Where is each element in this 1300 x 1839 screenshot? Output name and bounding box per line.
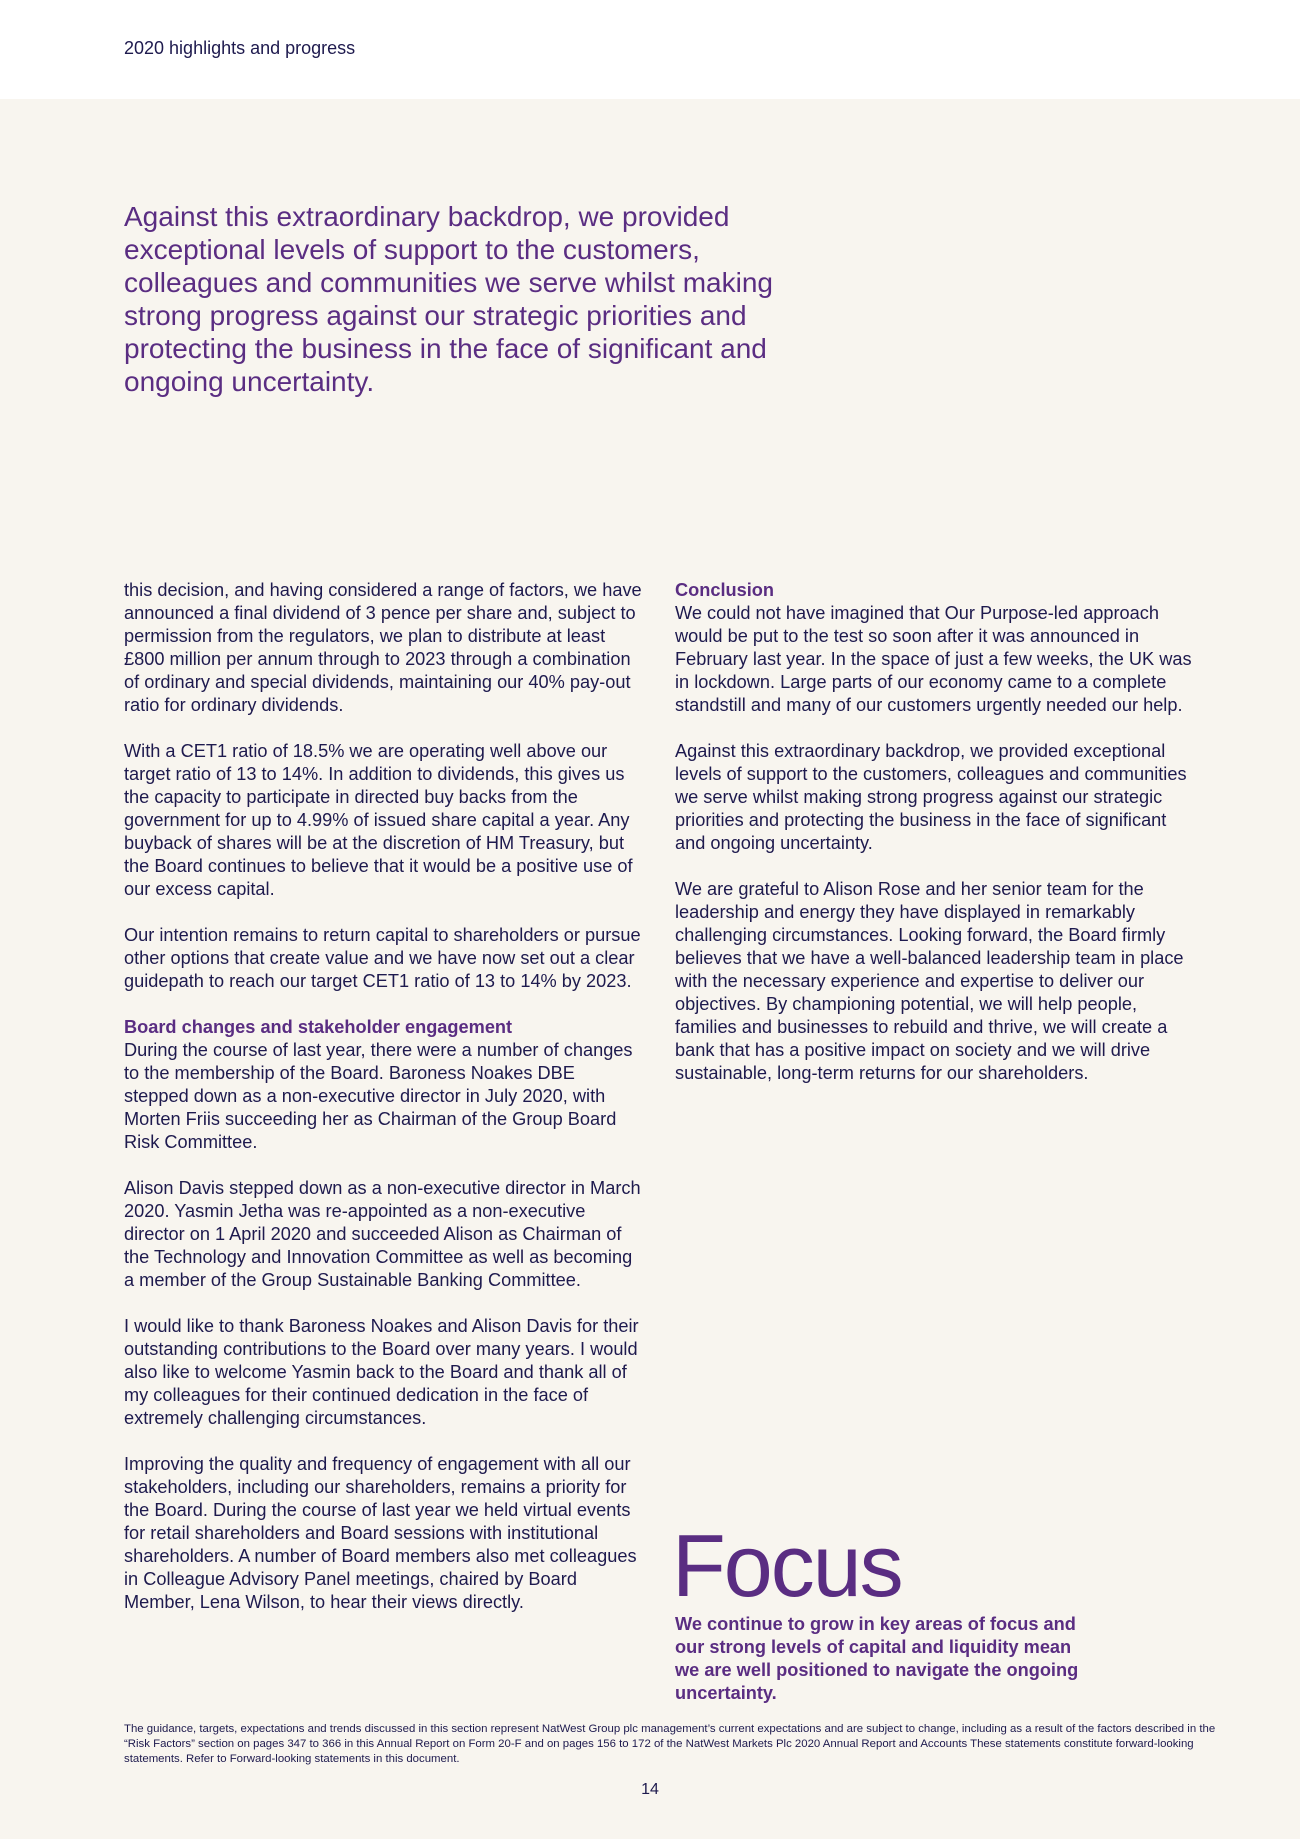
paragraph: Against this extraordinary backdrop, we provided exceptional levels of support to the customers, colleagues and communities we serve whilst making strong progress against our strategic priorities and protecting the business in the face of significant and ongoing uncertainty. xyxy=(675,741,1187,853)
paragraph: During the course of last year, there were a number of changes to the membership of the Board. Baroness Noakes DBE stepped down as a non-executive director in July 2020, with Morten Friis succeeding her as Chairman of the Group Board Risk Committee. xyxy=(124,1040,633,1152)
paragraph: We could not have imagined that Our Purpose-led approach would be put to the test so soon after it was announced in February last year. In the space of just a few weeks, the UK was in lockdown. Large parts of our economy came to a complete standstill and many of our customers urgently needed our help. xyxy=(675,603,1192,715)
section-title: 2020 highlights and progress xyxy=(124,38,356,58)
left-column xyxy=(124,579,644,1637)
right-column xyxy=(675,579,1195,1108)
paragraph: We are grateful to Alison Rose and her senior team for the leadership and energy they have displayed in remarkably challenging circumstances. Looking forward, the Board firmly believes that we have a well-balanced leadership team in place with the necessary experience and expertise to deliver our objectives. By championing potential, we will help people, families and businesses to rebuild and thrive, we will create a bank that has a positive impact on society and we will drive sustainable, long-term returns for our shareholders. xyxy=(675,879,1184,1083)
paragraph: Our intention remains to return capital to shareholders or pursue other options that create value and we have now set out a clear guidepath to reach our target CET1 ratio of 13 to 14% by 2023. xyxy=(124,925,641,991)
paragraph: this decision, and having considered a range of factors, we have announced a final dividend of 3 pence per share and, subject to permission from the regulators, we plan to distribute at least £800 million per annum through to 2023 through a combination of ordinary and special dividends, maintaining our 40% pay-out ratio for ordinary dividends. xyxy=(124,580,642,715)
page-number: 14 xyxy=(641,1781,659,1798)
paragraph: Alison Davis stepped down as a non-executive director in March 2020. Yasmin Jetha was re-appointed as a non-executive director on 1 April 2020 and succeeded Alison as Chairman of the Technology and Innovation Committee as well as becoming a member of the Group Sustainable Banking Committee. xyxy=(124,1178,641,1290)
pull-quote: Against this extraordinary backdrop, we provided exceptional levels of support to the customers, colleagues and communities we serve whilst making strong progress against our strategic priorities and protecting the business in the face of significant and ongoing uncertainty. xyxy=(124,201,773,397)
board-changes-heading: Board changes and stakeholder engagement xyxy=(124,1017,513,1037)
page-header xyxy=(0,0,1300,99)
focus-statement: We continue to grow in key areas of focus and our strong levels of capital and liquidity mean we are well positioned to navigate the ongoing uncertainty. xyxy=(675,1614,1079,1703)
paragraph: With a CET1 ratio of 18.5% we are operating well above our target ratio of 13 to 14%. In addition to dividends, this gives us the capacity to participate in directed buy backs from the government for up to 4.99% of issued share capital a year. Any buyback of shares will be at the discretion of HM Treasury, but the Board continues to believe that it would be a positive use of our excess capital. xyxy=(124,741,633,899)
disclaimer: The guidance, targets, expectations and trends discussed in this section represent NatWest Group plc management’s current expectations and are subject to change, including as a result of the factors described in the “Risk Factors” section on pages 347 to 366 in this Annual Report on Form 20-F and on pages 156 to 172 of the NatWest Markets Plc 2020 Annual Report and Accounts These statements constitute forward-looking statements. Refer to Forward-looking statements in this document. xyxy=(124,1723,1216,1765)
paragraph: I would like to thank Baroness Noakes and Alison Davis for their outstanding contributions to the Board over many years. I would also like to welcome Yasmin back to the Board and thank all of my colleagues for their continued dedication in the face of extremely challenging circumstances. xyxy=(124,1316,639,1428)
conclusion-heading: Conclusion xyxy=(675,580,775,600)
focus-title: Focus xyxy=(672,1516,902,1615)
paragraph: Improving the quality and frequency of engagement with all our stakeholders, including our shareholders, remains a priority for the Board. During the course of last year we held virtual events for retail shareholders and Board sessions with institutional shareholders. A number of Board members also met colleagues in Colleague Advisory Panel meetings, chaired by Board Member, Lena Wilson, to hear their views directly. xyxy=(124,1454,637,1612)
